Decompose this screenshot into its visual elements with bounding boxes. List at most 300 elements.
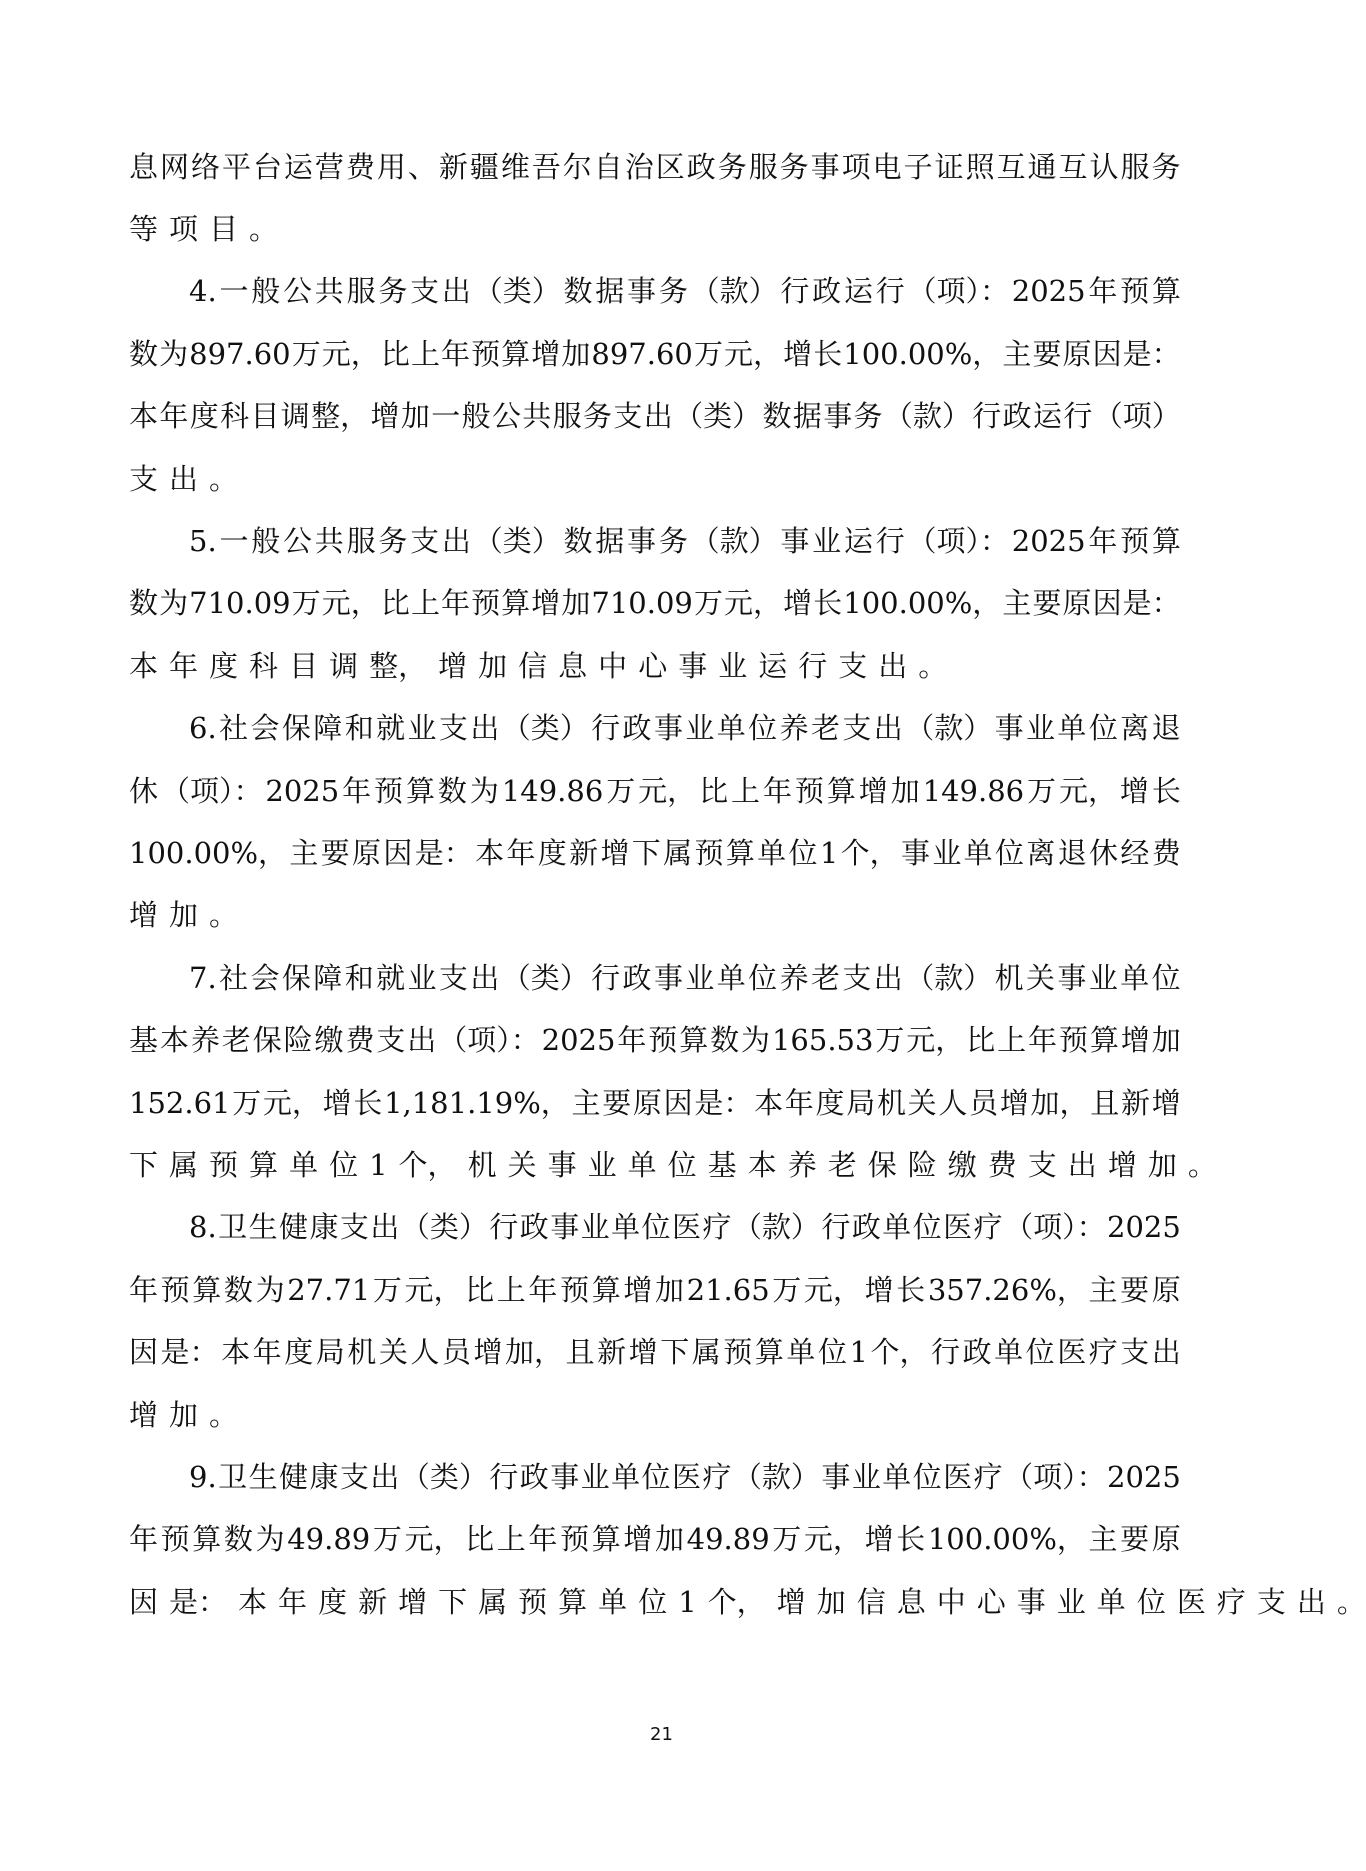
text-token: 业 [685, 711, 715, 746]
text-token: 357.26%， [927, 1272, 1086, 1307]
text-token: 算 [679, 1023, 709, 1058]
text-token: 元， [803, 1272, 862, 1307]
text-token: 属 [478, 1584, 508, 1619]
text-token: 位 [995, 835, 1025, 870]
text-token: 事 [994, 711, 1024, 746]
text-token: 障 [313, 960, 343, 995]
text-token: 位 [748, 960, 778, 995]
text-token: 支 [842, 960, 872, 995]
text-token: 算 [826, 773, 856, 808]
text-token: 算 [501, 336, 531, 371]
text-token: 事 [780, 524, 810, 559]
text-token: 局 [315, 1335, 345, 1370]
text-token: 单 [611, 1459, 641, 1494]
text-token: 目 [289, 648, 319, 683]
text-token: 5. [189, 524, 217, 559]
text-token: 业 [685, 960, 715, 995]
text-token: 单 [994, 1335, 1024, 1370]
text-token: 关 [378, 1335, 408, 1370]
text-token: 新 [358, 1584, 388, 1619]
text-token: 务 [378, 274, 408, 309]
text-token: 149.86 [922, 773, 1025, 808]
text-token: 服 [1120, 149, 1150, 184]
text-token: 预 [471, 336, 501, 371]
text-token: 政 [622, 711, 652, 746]
text-token: 新 [438, 149, 468, 184]
text-token: 下 [631, 835, 661, 870]
text-line [129, 1134, 1217, 1196]
text-token: 预 [160, 1272, 190, 1307]
text-token: 康 [309, 1459, 339, 1494]
text-token: 保 [252, 1023, 282, 1058]
text-token: 位 [1151, 960, 1181, 995]
text-token: 原 [1151, 1522, 1181, 1557]
text-token: 2025 [1107, 1459, 1181, 1494]
text-token: 年 [342, 773, 372, 808]
text-token: 元， [321, 586, 380, 621]
text-token: 属 [169, 1147, 199, 1182]
text-token: 社 [219, 711, 249, 746]
text-token: 位 [912, 1210, 942, 1245]
text-token: 算 [591, 1522, 621, 1557]
text-token: 事 [627, 524, 657, 559]
text-token: 业 [1056, 1584, 1086, 1619]
text-token: 事 [653, 711, 683, 746]
text-token: 万 [232, 1085, 262, 1120]
text-token: （类） [473, 524, 561, 559]
text-line [129, 635, 1181, 697]
text-token: 调 [280, 399, 310, 434]
text-token: 费 [987, 1147, 1017, 1182]
text-token: 。 [249, 212, 279, 247]
text-token: 位 [748, 711, 778, 746]
text-token: 比 [465, 1522, 495, 1557]
text-token: 万 [606, 773, 636, 808]
text-token: 主 [1002, 336, 1032, 371]
text-token: 营 [314, 149, 344, 184]
text-token: 万 [291, 336, 321, 371]
text-token: 休 [1089, 835, 1119, 870]
text-token: 年 [278, 1584, 308, 1619]
text-line [129, 1197, 1181, 1259]
text-token: 。 [918, 648, 948, 683]
text-token: 是： [694, 1085, 753, 1120]
text-token: 医 [943, 1459, 973, 1494]
text-token: 位 [641, 1459, 671, 1494]
text-line [129, 1571, 1366, 1633]
text-token: 增 [999, 1085, 1029, 1120]
text-token: 养 [779, 711, 809, 746]
text-token: 共 [522, 399, 552, 434]
text-token: 支 [842, 711, 872, 746]
text-token: 上 [731, 773, 761, 808]
text-token: 生 [248, 1210, 278, 1245]
text-token: 公 [491, 399, 521, 434]
text-token: 支 [838, 648, 868, 683]
text-token: 支 [339, 1459, 369, 1494]
text-token: 6. [189, 711, 217, 746]
text-token: 元， [404, 1522, 463, 1557]
text-token: 尔 [562, 149, 592, 184]
text-token: 台 [252, 149, 282, 184]
text-token: 医 [943, 1210, 973, 1245]
text-token: 支 [1027, 1147, 1057, 1182]
text-token: 行 [931, 1335, 961, 1370]
text-token: 年 [169, 648, 199, 683]
text-token: 政 [519, 1459, 549, 1494]
text-token: 单 [963, 835, 993, 870]
text-token: 2025 [1011, 274, 1086, 309]
text-token: 增 [129, 1397, 159, 1432]
text-token: 关 [907, 1085, 937, 1120]
text-token: 原 [632, 1085, 662, 1120]
text-token: 般 [251, 274, 281, 309]
text-token: 机 [347, 1335, 377, 1370]
text-token: （类） [674, 399, 762, 434]
text-token: 共 [314, 524, 344, 559]
text-token: 2025 [541, 1023, 616, 1058]
text-token: 员 [969, 1085, 999, 1120]
text-token: 位 [912, 1459, 942, 1494]
text-token: 。 [209, 898, 239, 933]
text-token: 897.60 [189, 336, 291, 371]
text-token: 算 [591, 1272, 621, 1307]
text-token: 算 [192, 1522, 222, 1557]
text-token: 就 [376, 960, 406, 995]
text-token: 增 [1119, 773, 1149, 808]
text-token: 算 [501, 586, 531, 621]
text-token: 属 [691, 1335, 721, 1370]
text-token: 人 [410, 1335, 440, 1370]
text-token: 年 [617, 1023, 647, 1058]
text-token: 4. [189, 274, 217, 309]
text-token: 位 [638, 1584, 668, 1619]
text-token: （项）： [438, 1023, 540, 1058]
text-token: 行 [591, 711, 621, 746]
text-token: 单 [611, 1210, 641, 1245]
text-token: 据 [595, 524, 625, 559]
text-token: 年 [762, 773, 792, 808]
text-token: 会 [250, 711, 280, 746]
text-token: 年 [129, 1522, 159, 1557]
text-token: 本 [129, 648, 159, 683]
text-token: 增 [623, 1522, 653, 1557]
text-token: 事 [550, 1459, 580, 1494]
text-token: 疗 [702, 1210, 732, 1245]
text-token: 加 [654, 1272, 684, 1307]
text-token: 支 [129, 461, 159, 496]
text-token: 新 [569, 835, 599, 870]
text-token: 长 [1151, 773, 1181, 808]
text-token: 一 [219, 274, 249, 309]
text-token: 目 [209, 212, 239, 247]
text-token: 度 [284, 1335, 314, 1370]
text-token: 上 [496, 1522, 526, 1557]
text-token: 为 [159, 336, 189, 371]
text-token: 元， [803, 1522, 862, 1557]
text-token: 保 [867, 1147, 897, 1182]
text-token: 数 [563, 524, 593, 559]
text-token: 老 [221, 1023, 251, 1058]
text-line [129, 1072, 1181, 1134]
text-token: 加 [561, 586, 591, 621]
text-token: 预 [374, 773, 404, 808]
text-token: 49.89 [287, 1522, 371, 1557]
text-token: 医 [672, 1210, 702, 1245]
text-token: 710.09 [591, 586, 693, 621]
text-token: 局 [846, 1085, 876, 1120]
text-token: 单 [1096, 1584, 1126, 1619]
text-token: 项 [841, 149, 871, 184]
text-token: 8. [189, 1210, 217, 1245]
text-token: 增 [531, 586, 561, 621]
text-token: 因 [663, 1085, 693, 1120]
text-token: 事 [900, 835, 930, 870]
text-token: 增 [370, 399, 400, 434]
text-token: 位 [1136, 1584, 1166, 1619]
text-token: （项） [1093, 399, 1181, 434]
text-token: 信 [518, 648, 548, 683]
text-token: 费 [1151, 835, 1181, 870]
text-token: 本 [238, 1584, 268, 1619]
text-token: 基 [707, 1147, 737, 1182]
text-line [129, 1509, 1181, 1571]
text-token: 项 [169, 212, 199, 247]
text-token: 平 [221, 149, 251, 184]
text-token: 算 [249, 1147, 279, 1182]
text-token: 年 [441, 586, 471, 621]
text-token: 服 [748, 149, 778, 184]
text-token: 元， [724, 586, 783, 621]
text-token: 息 [558, 648, 588, 683]
text-token: 会 [250, 960, 280, 995]
text-token: 服 [552, 399, 582, 434]
text-token: 1 [849, 1335, 868, 1370]
text-token: 个， [707, 1584, 766, 1619]
text-line [129, 1009, 1181, 1071]
text-token: 加 [169, 898, 199, 933]
text-token: 是： [1122, 336, 1181, 371]
text-token: 是： [1122, 586, 1181, 621]
text-token: 务 [658, 274, 688, 309]
text-token: 公 [283, 274, 313, 309]
text-token: 加 [478, 648, 508, 683]
text-token: 务 [779, 149, 809, 184]
text-token: 行 [591, 960, 621, 995]
text-token: 业 [587, 1147, 617, 1182]
text-token: 支 [438, 960, 468, 995]
text-token: 政 [686, 149, 716, 184]
text-token: 区 [655, 149, 685, 184]
text-token: （类） [473, 274, 561, 309]
text-token: 事 [550, 1210, 580, 1245]
text-token: 因 [129, 1335, 159, 1370]
text-token: 出 [1067, 1147, 1097, 1182]
text-token: 度 [537, 835, 567, 870]
text-line [129, 1446, 1181, 1508]
text-token: 因 [1092, 586, 1122, 621]
text-token: 加， [505, 1335, 564, 1370]
text-token: 老 [810, 711, 840, 746]
text-token: 事 [653, 960, 683, 995]
text-token: 整， [311, 399, 370, 434]
text-token: 老 [810, 960, 840, 995]
text-token: 行 [875, 524, 905, 559]
text-token: 息 [129, 149, 159, 184]
text-token: 治 [624, 149, 654, 184]
text-line [129, 1321, 1181, 1383]
text-token: 务 [583, 399, 613, 434]
text-token: （类） [400, 1210, 488, 1245]
text-token: 是： [160, 1335, 219, 1370]
text-token: 。 [209, 461, 239, 496]
text-line [129, 885, 1181, 947]
text-token: 般 [461, 399, 491, 434]
text-token: 事 [1016, 1584, 1046, 1619]
text-token: 出 [407, 1023, 437, 1058]
text-token: 政 [812, 274, 842, 309]
text-token: 27.71 [287, 1272, 371, 1307]
text-token: 主 [1002, 586, 1032, 621]
text-token: 要 [1120, 1522, 1150, 1557]
text-token: 单 [716, 960, 746, 995]
text-token: 支 [438, 711, 468, 746]
text-token: 位 [641, 1210, 671, 1245]
text-token: 出 [470, 960, 500, 995]
text-token: 障 [313, 711, 343, 746]
text-token: 公 [283, 524, 313, 559]
text-token: 吾 [531, 149, 561, 184]
text-token: 服 [346, 274, 376, 309]
text-token: 运 [843, 524, 873, 559]
text-line [129, 136, 1181, 198]
text-token: 卫 [218, 1459, 248, 1494]
text-line [129, 1259, 1181, 1321]
text-token: 增 [531, 336, 561, 371]
text-token: 710.09 [189, 586, 291, 621]
text-token: 数 [223, 1272, 253, 1307]
text-token: 49.89 [686, 1522, 770, 1557]
text-token: 业 [812, 524, 842, 559]
text-token: 疗 [973, 1459, 1003, 1494]
text-token: 单 [882, 1459, 912, 1494]
text-token: 加 [1147, 1147, 1177, 1182]
text-token: 关 [1026, 960, 1056, 995]
text-token: 心 [976, 1584, 1006, 1619]
text-token: 位 [329, 1147, 359, 1182]
text-token: 比 [465, 1272, 495, 1307]
text-token: 健 [279, 1459, 309, 1494]
text-token: 单 [1057, 711, 1087, 746]
text-token: 加 [654, 1522, 684, 1557]
text-token: 支 [1120, 1335, 1150, 1370]
text-token: 政 [962, 1335, 992, 1370]
text-token: 认 [1089, 149, 1119, 184]
text-token: 出 [873, 960, 903, 995]
text-token: 人 [938, 1085, 968, 1120]
text-token: 养 [787, 1147, 817, 1182]
text-token: 。 [1336, 1584, 1366, 1619]
text-token: 务 [658, 524, 688, 559]
text-token: 运 [1032, 399, 1062, 434]
text-token: 增 [129, 898, 159, 933]
text-token: 年 [528, 1272, 558, 1307]
text-line [129, 198, 1181, 260]
text-token: 目 [250, 399, 280, 434]
text-token: 单 [1120, 960, 1150, 995]
text-token: 单 [627, 1147, 657, 1182]
text-token: 。 [1187, 1147, 1217, 1182]
text-token: 出 [1151, 1335, 1181, 1370]
text-line [129, 698, 1181, 760]
text-token: 、 [407, 149, 437, 184]
text-token: 缴 [947, 1147, 977, 1182]
text-token: 增 [783, 336, 813, 371]
text-token: 机 [876, 1085, 906, 1120]
text-token: 务 [378, 524, 408, 559]
text-token: 预 [1120, 274, 1150, 309]
text-token: 万 [693, 336, 723, 371]
text-token: 且 [1090, 1085, 1120, 1120]
text-token: 897.60 [591, 336, 693, 371]
text-token: 等 [129, 212, 159, 247]
text-token: 比 [966, 1023, 996, 1058]
text-token: 个， [870, 1335, 929, 1370]
text-token: 100.00%， [843, 586, 1002, 621]
text-token: 出 [441, 274, 471, 309]
text-token: 单 [786, 1335, 816, 1370]
text-token: 为 [469, 773, 499, 808]
text-token: 本 [754, 1085, 784, 1120]
text-line [129, 573, 1181, 635]
text-token: 险 [907, 1147, 937, 1182]
text-line [129, 261, 1181, 323]
text-token: 增 [600, 835, 630, 870]
text-token: 出 [1296, 1584, 1326, 1619]
text-token: 个， [398, 1147, 457, 1182]
text-token: 9. [189, 1459, 217, 1494]
text-token: 行 [1063, 399, 1093, 434]
text-token: 中 [598, 648, 628, 683]
text-token: 行 [489, 1210, 519, 1245]
text-token: 电 [872, 149, 902, 184]
text-token: 事 [823, 399, 853, 434]
text-token: 业 [718, 648, 748, 683]
text-token: 加， [1030, 1085, 1089, 1120]
text-token: 1 [369, 1147, 388, 1182]
text-token: 预 [1120, 524, 1150, 559]
text-token: 度 [318, 1584, 348, 1619]
text-token: 支 [410, 274, 440, 309]
text-token: 年 [159, 399, 189, 434]
text-token: 照 [965, 149, 995, 184]
text-token: 疗 [973, 1210, 1003, 1245]
text-token: （款） [905, 960, 993, 995]
text-token: 业 [580, 1459, 610, 1494]
text-token: （项）： [1004, 1210, 1106, 1245]
text-token: 增 [473, 1335, 503, 1370]
text-token: 政 [1002, 399, 1032, 434]
text-token: 业 [1026, 711, 1056, 746]
text-token: 和 [344, 960, 374, 995]
text-token: 元， [262, 1085, 321, 1120]
text-token: 万 [291, 586, 321, 621]
text-token: 预 [694, 835, 724, 870]
text-token: 单 [757, 835, 787, 870]
text-token: 年 [252, 1335, 282, 1370]
text-token: 算 [725, 835, 755, 870]
text-token: 本 [475, 835, 505, 870]
